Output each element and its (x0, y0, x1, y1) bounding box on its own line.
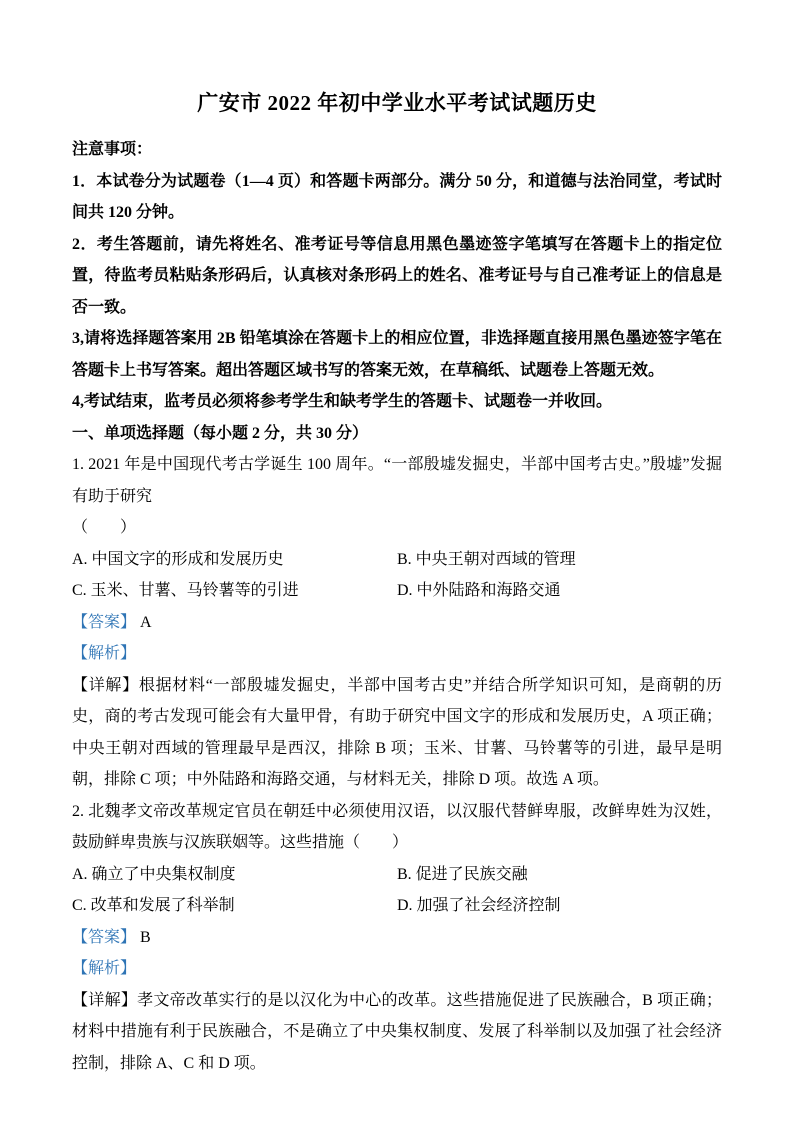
section-header: 一、单项选择题（每小题 2 分，共 30 分） (72, 424, 369, 442)
question-block-1 (72, 449, 722, 796)
question-2-answer-value: B (140, 928, 151, 946)
detail-label: 【详解】 (72, 991, 138, 1009)
notice-item-2: 2．考生答题前，请先将姓名、准考证号等信息用黑色墨迹签字笔填写在答题卡上的指定位置，待监考员粘贴条形码后，认真核对条形码上的姓名、准考证号与自己准考证上的信息是否一致。 (72, 235, 722, 316)
question-1-bracket: （ ） (72, 519, 137, 536)
question-2-option-c: C. 改革和发展了科举制 (72, 897, 235, 914)
question-2-detail (72, 985, 722, 1080)
question-2-options-row-1 (72, 859, 722, 891)
question-1-analysis-line (72, 638, 722, 670)
question-2-option-d: D. 加强了社会经济控制 (397, 897, 561, 914)
question-1-options-row-2 (72, 575, 722, 607)
question-1-detail-text: 根据材料“一部殷墟发掘史，半部中国考古史”并结合所学知识可知，是商朝的历史，商的考古发现可能会有大量甲骨，有助于研究中国文字的形成和发展历史，A 项正确；中央王朝对西域的管理最早是西汉，排除 B 项；玉米、甘薯、马铃薯等的引进，最早是明朝，排除 C 项；中外陆路和海路交通，与材料无关，排除 D 项。故选 A 项。 (72, 676, 722, 788)
question-2-option-b: B. 促进了民族交融 (397, 865, 528, 883)
analysis-label: 【解析】 (72, 645, 137, 662)
analysis-label: 【解析】 (72, 960, 137, 977)
question-1-stem: 1. 2021 年是中国现代考古学诞生 100 周年。“一部殷墟发掘史，半部中国考古史。”殷墟”发掘有助于研究 (72, 456, 722, 505)
page-title: 广安市 2022 年初中学业水平考试试题历史 (197, 91, 597, 115)
notice-item-1: 1．本试卷分为试题卷（1—4 页）和答题卡两部分。满分 50 分，和道德与法治同堂，考试时间共 120 分钟。 (72, 172, 722, 221)
notice-heading: 注意事项： (72, 141, 153, 158)
question-1-answer-line (72, 607, 722, 639)
notice-item-3: 3,请将选择题答案用 2B 铅笔填涂在答题卡上的相应位置，非选择题直接用黑色墨迹签字笔在答题卡上书写答案。超出答题区域书写的答案无效，在草稿纸、试题卷上答题无效。 (72, 330, 722, 379)
question-block-2 (72, 796, 722, 1080)
question-1-option-a: A. 中国文字的形成和发展历史 (72, 550, 284, 568)
question-2-analysis-line (72, 953, 722, 985)
question-1-answer-value: A (140, 613, 152, 631)
question-2-options-row-2 (72, 890, 722, 922)
notice-item-4: 4,考试结束，监考员必须将参考学生和缺考学生的答题卡、试题卷一并收回。 (72, 393, 613, 410)
question-2-detail-text: 孝文帝改革实行的是以汉化为中心的改革。这些措施促进了民族融合，B 项正确；材料中措施有利于民族融合，不是确立了中央集权制度、发展了科举制以及加强了社会经济控制，排除 A、C 和 D 项。 (72, 991, 722, 1072)
detail-label: 【详解】 (72, 676, 139, 694)
answer-label: 【答案】 (72, 928, 137, 946)
question-2-stem: 2. 北魏孝文帝改革规定官员在朝廷中必须使用汉语，以汉服代替鲜卑服，改鲜卑姓为汉姓，鼓励鲜卑贵族与汉族联姻等。这些措施（ ） (72, 802, 722, 851)
question-1-option-d: D. 中外陆路和海路交通 (397, 582, 561, 599)
answer-label: 【答案】 (72, 613, 137, 631)
question-2-answer-line (72, 922, 722, 954)
question-1-option-c: C. 玉米、甘薯、马铃薯等的引进 (72, 582, 299, 599)
question-2-option-a: A. 确立了中央集权制度 (72, 865, 236, 883)
question-1-option-b: B. 中央王朝对西域的管理 (397, 550, 576, 568)
question-1-detail (72, 670, 722, 796)
question-1-options-row-1 (72, 544, 722, 576)
